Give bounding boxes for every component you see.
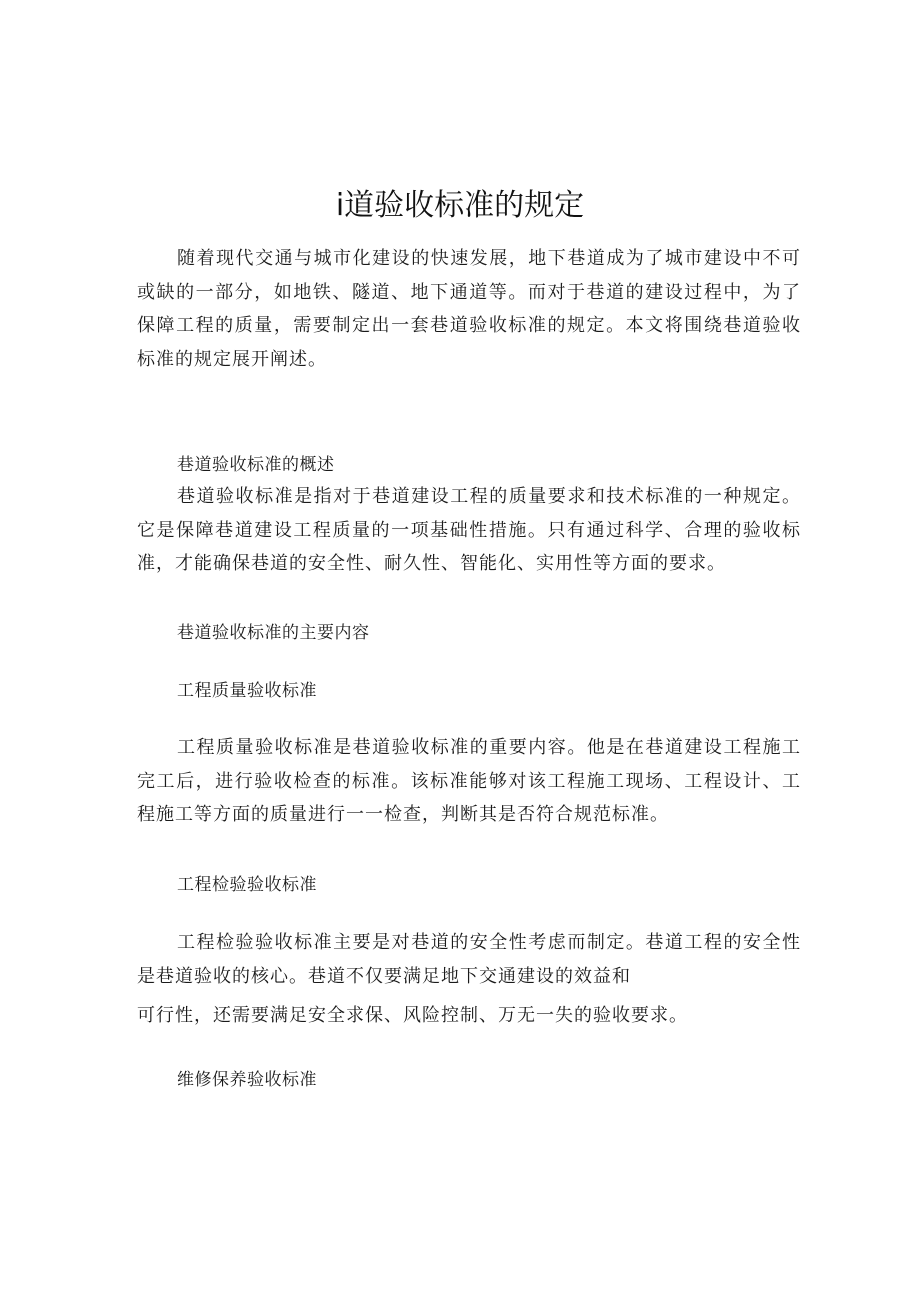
document-title: i道验收标准的规定: [335, 188, 585, 223]
inspection-paragraph-line2: 可行性，还需要满足安全求保、风险控制、万无一失的验收要求。: [137, 1005, 688, 1026]
section-heading-overview: 巷道验收标准的概述: [177, 455, 335, 475]
overview-paragraph: 巷道验收标准是指对于巷道建设工程的质量要求和技术标准的一种规定。它是保障巷道建设工程质量的一项基础性措施。只有通过科学、合理的验收标准，才能确保巷道的安全性、耐久性、智能化、实用性等方面的要求。: [137, 486, 801, 574]
section-heading-main-content: 巷道验收标准的主要内容: [177, 623, 370, 643]
subheading-maintenance-standard: 维修保养验收标准: [177, 1070, 317, 1090]
subheading-inspection-standard: 工程检验验收标准: [177, 875, 317, 895]
inspection-paragraph-line1: 工程检验验收标准主要是对巷道的安全性考虑而制定。巷道工程的安全性是巷道验收的核心。巷道不仅要满足地下交通建设的效益和: [137, 932, 801, 987]
quality-standard-paragraph: 工程质量验收标准是巷道验收标准的重要内容。他是在巷道建设工程施工完工后，进行验收检查的标准。该标准能够对该工程施工现场、工程设计、工程施工等方面的质量进行一一检查，判断其是否符合规范标准。: [137, 737, 801, 825]
intro-paragraph: 随着现代交通与城市化建设的快速发展，地下巷道成为了城市建设中不可或缺的一部分，如地铁、隧道、地下通道等。而对于巷道的建设过程中，为了保障工程的质量，需要制定出一套巷道验收标准的规定。本文将围绕巷道验收标准的规定展开阐述。: [137, 248, 801, 370]
subheading-quality-standard: 工程质量验收标准: [177, 681, 317, 701]
inspection-standard-paragraph: [137, 926, 801, 1033]
